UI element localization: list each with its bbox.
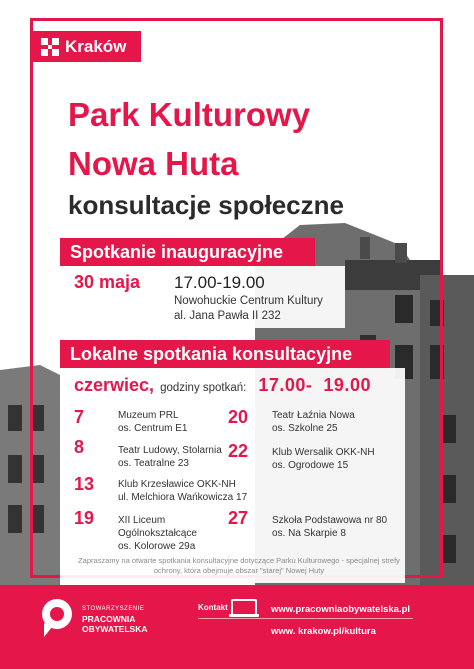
meeting-place xyxy=(118,407,187,435)
place-address: os. Teatralne 23 xyxy=(118,458,189,469)
meeting-item xyxy=(228,508,387,540)
meeting-day: 19 xyxy=(74,508,95,528)
meeting-day: 13 xyxy=(74,474,95,494)
meeting-day: 8 xyxy=(74,437,85,457)
meeting-item xyxy=(74,437,222,470)
meeting-day: 27 xyxy=(228,508,249,528)
meeting-place xyxy=(272,441,375,472)
meeting-place xyxy=(272,508,387,540)
inaugural-time: 17.00-19.00 xyxy=(174,273,265,292)
link-pracownia[interactable]: www.pracowniaobywatelska.pl xyxy=(271,604,411,615)
logo-text: Kraków xyxy=(65,36,127,56)
place-address: os. Na Skarpie 8 xyxy=(272,528,346,539)
org-name-line-1: PRACOWNIA xyxy=(82,614,136,624)
inaugural-venue xyxy=(174,294,323,324)
venue-name: Nowohuckie Centrum Kultury xyxy=(174,295,323,307)
pracownia-obywatelska-logo xyxy=(40,597,147,641)
title-line-1: Park Kulturowy xyxy=(68,96,311,133)
place-name: Klub Krzesławice OKK-NH xyxy=(118,479,236,490)
laptop-icon xyxy=(231,599,257,616)
org-name-line-2: OBYWATELSKA xyxy=(82,624,148,634)
invitation-note: Zapraszamy na otwarte spotkania konsultacyjne dotyczące Parku Kulturowego - specjalnej strefy ochrony, która obejmuje obszar "starej" Nowej Huty xyxy=(78,556,400,575)
krakow-emblem-icon xyxy=(41,38,59,56)
place-name: Teatr Łaźnia Nowa xyxy=(272,410,355,421)
hours-label: godziny spotkań: xyxy=(160,382,247,394)
month-label: czerwiec, xyxy=(74,375,155,395)
krakow-logo xyxy=(30,31,141,62)
speech-bubble-icon xyxy=(40,597,74,641)
month-row xyxy=(74,375,371,396)
meeting-day: 22 xyxy=(228,441,249,461)
title-line-2: Nowa Huta xyxy=(68,145,239,182)
place-address: os. Ogrodowe 15 xyxy=(272,460,349,471)
place-address: ul. Melchiora Wańkowicza 17 xyxy=(118,492,248,503)
meeting-place xyxy=(118,508,197,553)
meeting-place xyxy=(272,407,355,435)
place-name: Szkoła Podstawowa nr 80 xyxy=(272,515,388,526)
meeting-place xyxy=(118,474,247,504)
hours-value: 17.00- 19.00 xyxy=(258,375,371,395)
contact-label: Kontakt xyxy=(198,603,228,612)
meeting-day: 20 xyxy=(228,407,249,427)
place-name: Klub Wersalik OKK-NH xyxy=(272,447,375,458)
poster-subtitle: konsultacje społeczne xyxy=(68,190,344,220)
place-address: os. Kolorowe 29a xyxy=(118,541,196,552)
footer-divider xyxy=(198,618,413,619)
place-name: Muzeum PRL xyxy=(118,410,179,421)
org-type: STOWARZYSZENIE xyxy=(82,606,145,612)
place-name: Ogólnokształcące xyxy=(118,528,197,539)
meeting-item xyxy=(228,441,375,472)
place-address: os. Szkolne 25 xyxy=(272,423,338,434)
meeting-item xyxy=(74,474,247,504)
place-name: XII Liceum xyxy=(118,515,166,526)
inaugural-heading: Spotkanie inauguracyjne xyxy=(60,238,315,266)
place-address: os. Centrum E1 xyxy=(118,423,188,434)
local-meetings-heading: Lokalne spotkania konsultacyjne xyxy=(60,340,390,368)
meeting-day: 7 xyxy=(74,407,85,427)
meeting-item xyxy=(74,407,187,435)
inaugural-date: 30 maja xyxy=(74,272,141,292)
meeting-place xyxy=(118,437,222,470)
venue-address: al. Jana Pawła II 232 xyxy=(174,310,281,322)
meeting-item xyxy=(74,508,197,553)
link-krakow-kultura[interactable]: www. krakow.pl/kultura xyxy=(271,626,376,637)
poster-title xyxy=(68,90,310,188)
meeting-item xyxy=(228,407,355,435)
org-name xyxy=(82,604,147,634)
place-name: Teatr Ludowy, Stolarnia xyxy=(118,445,222,456)
